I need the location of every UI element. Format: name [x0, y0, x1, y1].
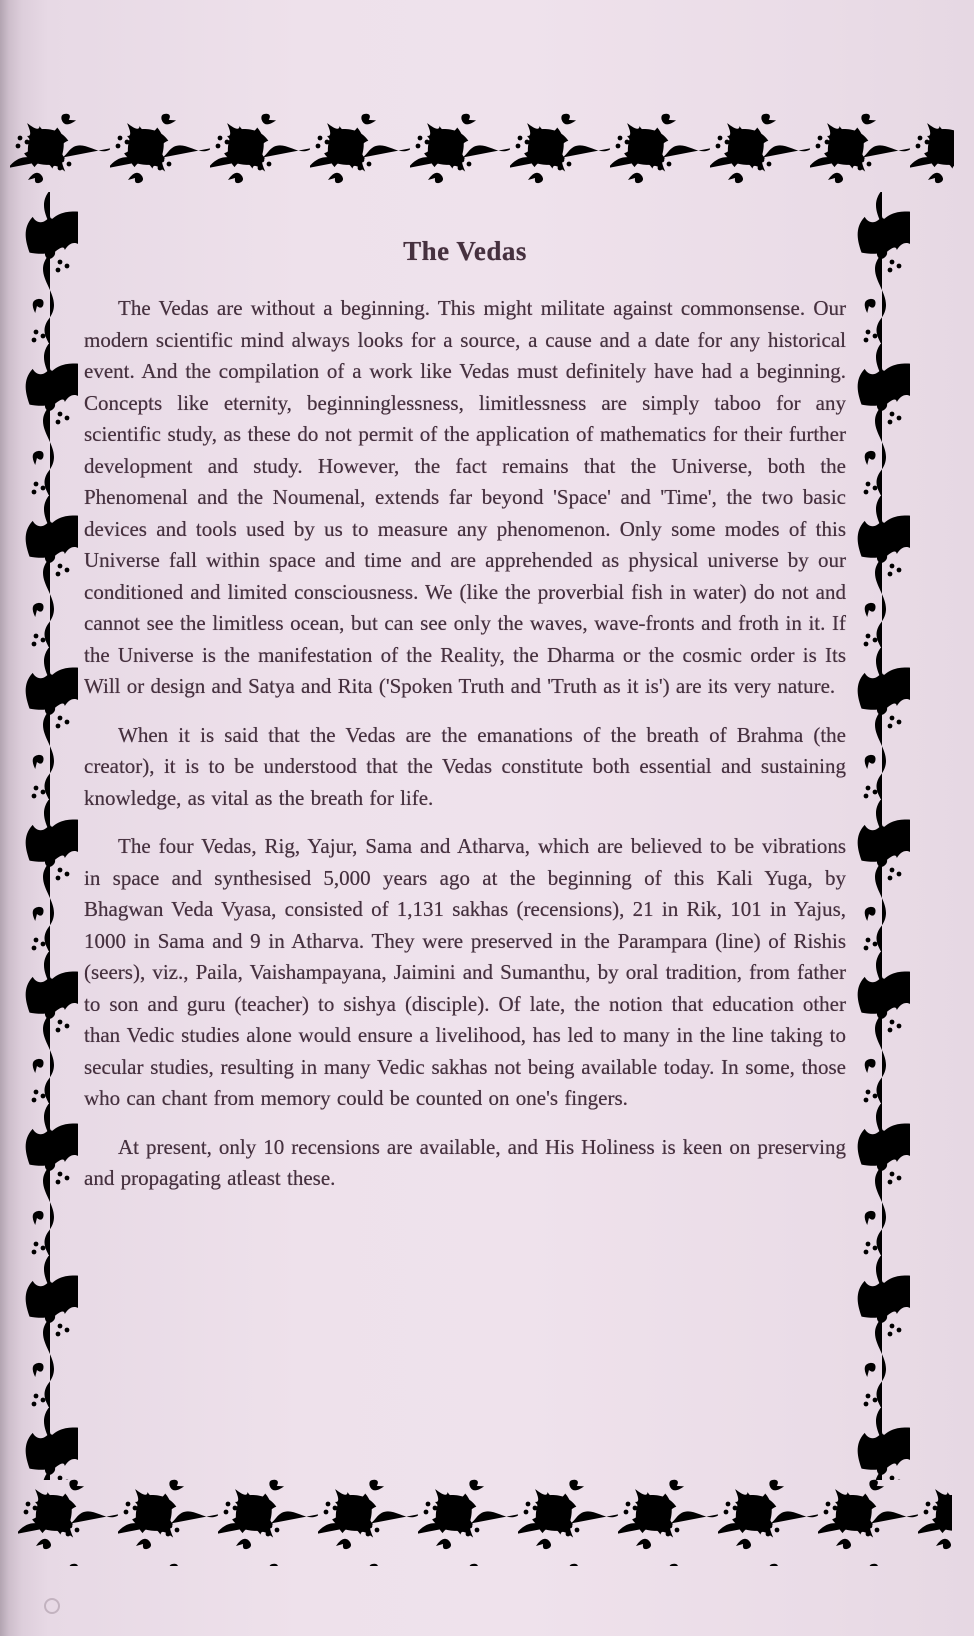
scan-speck [44, 1598, 60, 1614]
leaf-border-bottom-icon [18, 1478, 952, 1566]
leaf-border-top-icon [10, 112, 954, 194]
paragraph: The Vedas are without a beginning. This might militate against commonsense. Our modern scientific mind always looks for a source, a cause and a date for any historical event. And the compilation of a work like Vedas must definitely have had a beginning. Concepts like eternity, beginninglessness, limitlessness are simply taboo for any scientific study, as these do not permit of the application of mathematics for their further development and study. However, the fact remains that the Universe, both the Phenomenal and the Noumenal, extends far beyond 'Space' and 'Time', the two basic devices and tools used by us to measure any phenomenon. Only some modes of this Universe fall within space and time and are apprehended as physical universe by our conditioned and limited consciousness. We (like the proverbial fish in water) do not and cannot see the limitless ocean, but can see only the waves, wave-fronts and froth in it. If the Universe is the manifestation of the Reality, the Dharma or the cosmic order is Its Will or design and Satya and Rita ('Spoken Truth and 'Truth as it is') are its very nature. [84, 296, 846, 698]
paragraph: The four Vedas, Rig, Yajur, Sama and Atharva, which are believed to be vibrations in space and synthesised 5,000 years ago at the beginning of this Kali Yuga, by Bhagwan Veda Vyasa, consisted of 1,131 sakhas (recensions), 21 in Rik, 101 in Yajus, 1000 in Sama and 9 in Atharva. They were preserved in the Parampara (line) of Rishis (seers), viz., Paila, Vaishampayana, Jaimini and Sumanthu, by oral tradition, from father to son and guru (teacher) to sishya (disciple). Of late, the notion that education other than Vedic studies alone would ensure a livelihood, has led to many in the line taking to secular studies, resulting in many Vedic sakhas not being available today. In some, those who can chant from memory could be counted on one's fingers. [84, 834, 846, 1110]
paragraph: When it is said that the Vedas are the emanations of the breath of Brahma (the creator), it is to be understood that the Vedas constitute both essential and sustaining knowledge, as vital as the breath for life. [84, 722, 846, 810]
paragraph: At present, only 10 recensions are available, and His Holiness is keen on preserving and propagating atleast these. [84, 1134, 846, 1190]
leaf-border-right-icon [852, 192, 910, 1480]
leaf-border-left-icon [20, 192, 78, 1480]
page-title: The Vedas [403, 236, 527, 266]
page-content [84, 236, 846, 1212]
